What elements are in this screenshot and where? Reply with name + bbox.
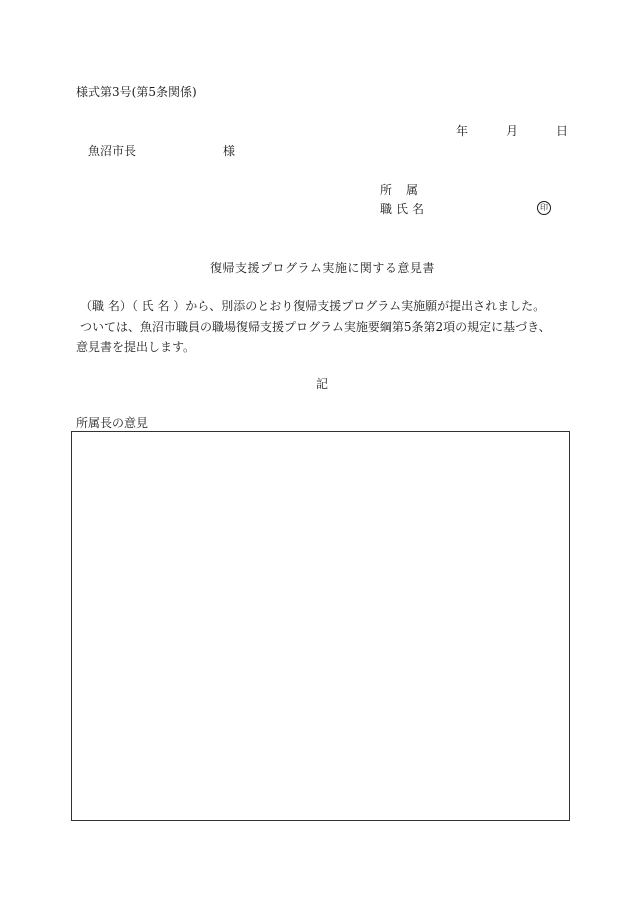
addressee: 魚沼市長 bbox=[88, 144, 137, 158]
opinion-label: 所属長の意見 bbox=[76, 416, 149, 430]
honorific: 様 bbox=[223, 144, 236, 158]
affiliation-label: 所属 bbox=[380, 183, 433, 197]
seal-icon: 印 bbox=[537, 201, 551, 215]
ki-label: 記 bbox=[316, 377, 329, 391]
body-line-3: 意見書を提出します。 bbox=[76, 340, 196, 354]
document-title: 復帰支援プログラム実施に関する意見書 bbox=[210, 261, 435, 275]
date-year-label: 年 bbox=[456, 124, 469, 138]
form-number: 様式第3号(第5条関係) bbox=[76, 85, 197, 99]
name-label: 職氏名 bbox=[380, 202, 429, 216]
date-day-label: 日 bbox=[556, 124, 569, 138]
body-line-2: ついては、魚沼市職員の職場復帰支援プログラム実施要綱第5条第2項の規定に基づき、 bbox=[80, 320, 551, 334]
body-line-1: （職 名）（ 氏 名 ）から、別添のとおり復帰支援プログラム実施願が提出されました。 bbox=[80, 299, 546, 313]
date-month-label: 月 bbox=[506, 124, 519, 138]
opinion-box bbox=[71, 431, 570, 821]
